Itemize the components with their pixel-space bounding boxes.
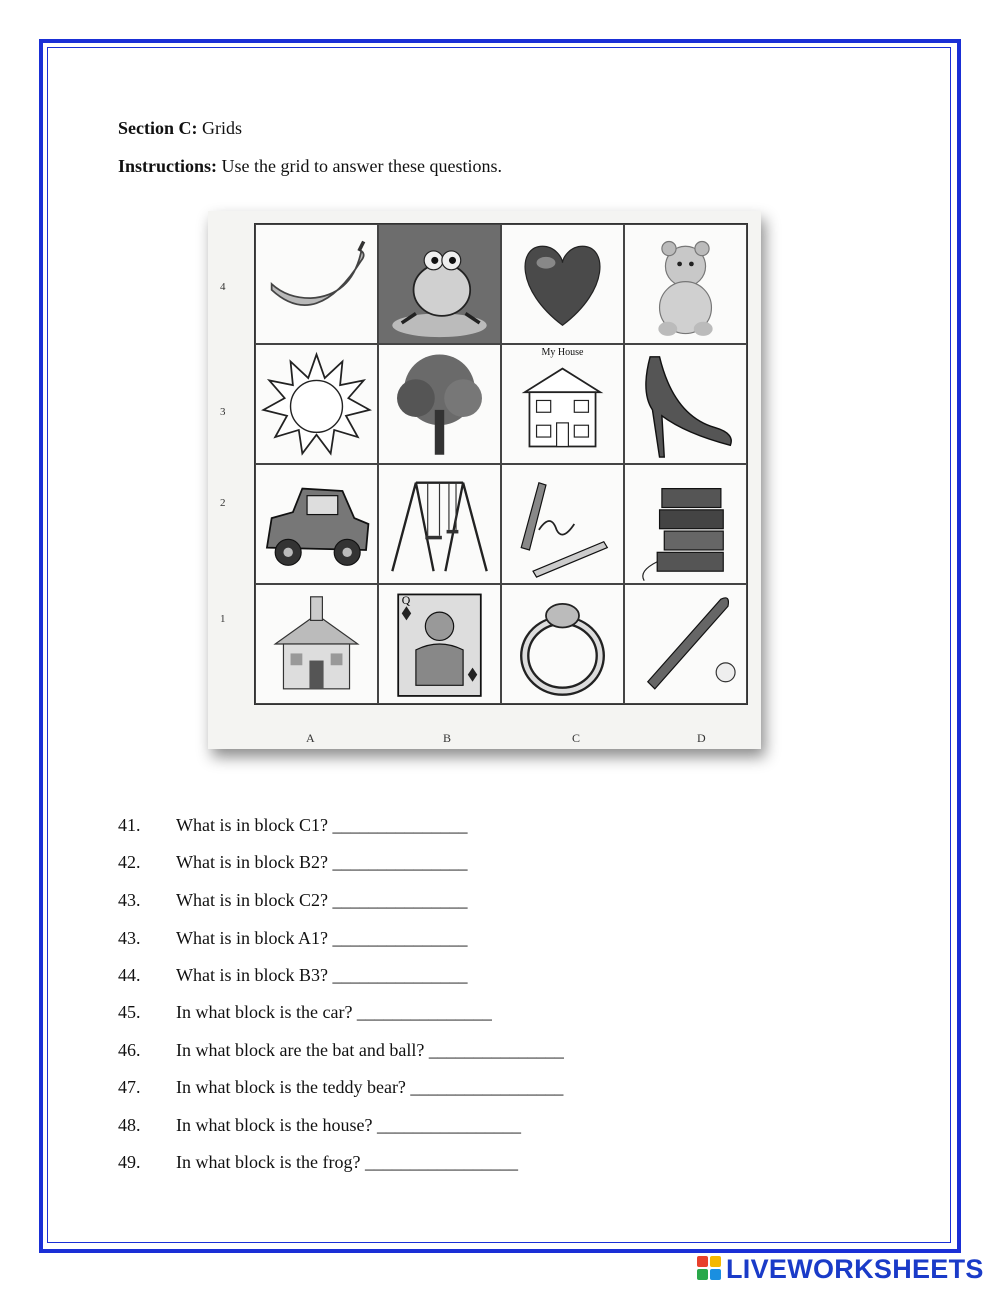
teddy-bear-icon xyxy=(625,225,746,343)
cell-d3-high-heel-shoe xyxy=(624,344,747,464)
picture-grid xyxy=(254,223,748,705)
column-label-d: D xyxy=(697,731,706,745)
row-label-3: 3 xyxy=(220,406,226,418)
cell-a2-car xyxy=(255,464,378,584)
grid-photo xyxy=(208,211,761,749)
house-caption: My House xyxy=(541,347,584,358)
frog-icon xyxy=(379,225,500,343)
cell-a1-school-house xyxy=(255,584,378,704)
cell-b4-frog xyxy=(378,224,501,344)
banana-icon xyxy=(256,225,377,343)
car-icon xyxy=(256,465,377,583)
logo-cubes-icon xyxy=(697,1256,723,1282)
books-icon xyxy=(625,465,746,583)
cell-d2-books xyxy=(624,464,747,584)
cell-c4-heart xyxy=(501,224,624,344)
cell-c1-ring xyxy=(501,584,624,704)
svg-text:Q: Q xyxy=(401,592,411,607)
tree-icon xyxy=(379,345,500,463)
heart-icon xyxy=(502,225,623,343)
bat-ball-icon xyxy=(625,585,746,703)
cell-d1-bat-ball xyxy=(624,584,747,704)
cell-a4-banana xyxy=(255,224,378,344)
logo-text: LIVEWORKSHEETS xyxy=(726,1253,984,1284)
cell-b1-queen-card xyxy=(378,584,501,704)
column-label-b: B xyxy=(443,731,452,745)
shoe-icon xyxy=(625,345,746,463)
pen-pencil-icon xyxy=(502,465,623,583)
instructions: Instructions: Use the grid to answer these questions. xyxy=(118,156,502,176)
column-label-a: A xyxy=(306,731,315,745)
sun-icon xyxy=(256,345,377,463)
section-heading: Section C: Grids xyxy=(118,118,242,138)
swing-set-icon xyxy=(379,465,500,583)
queen-card-icon xyxy=(379,585,500,703)
cell-c2-pen-pencil xyxy=(501,464,624,584)
liveworksheets-logo[interactable] xyxy=(697,1253,984,1285)
row-label-1: 1 xyxy=(220,613,226,625)
ring-icon xyxy=(502,585,623,703)
row-label-2: 2 xyxy=(220,497,226,509)
cell-c3-house xyxy=(501,344,624,464)
school-house-icon xyxy=(256,585,377,703)
column-label-c: C xyxy=(572,731,581,745)
cell-a3-sun xyxy=(255,344,378,464)
cell-b2-swing-set xyxy=(378,464,501,584)
cell-b3-tree xyxy=(378,344,501,464)
row-label-4: 4 xyxy=(220,281,226,293)
cell-d4-teddy-bear xyxy=(624,224,747,344)
house-icon xyxy=(502,345,623,463)
